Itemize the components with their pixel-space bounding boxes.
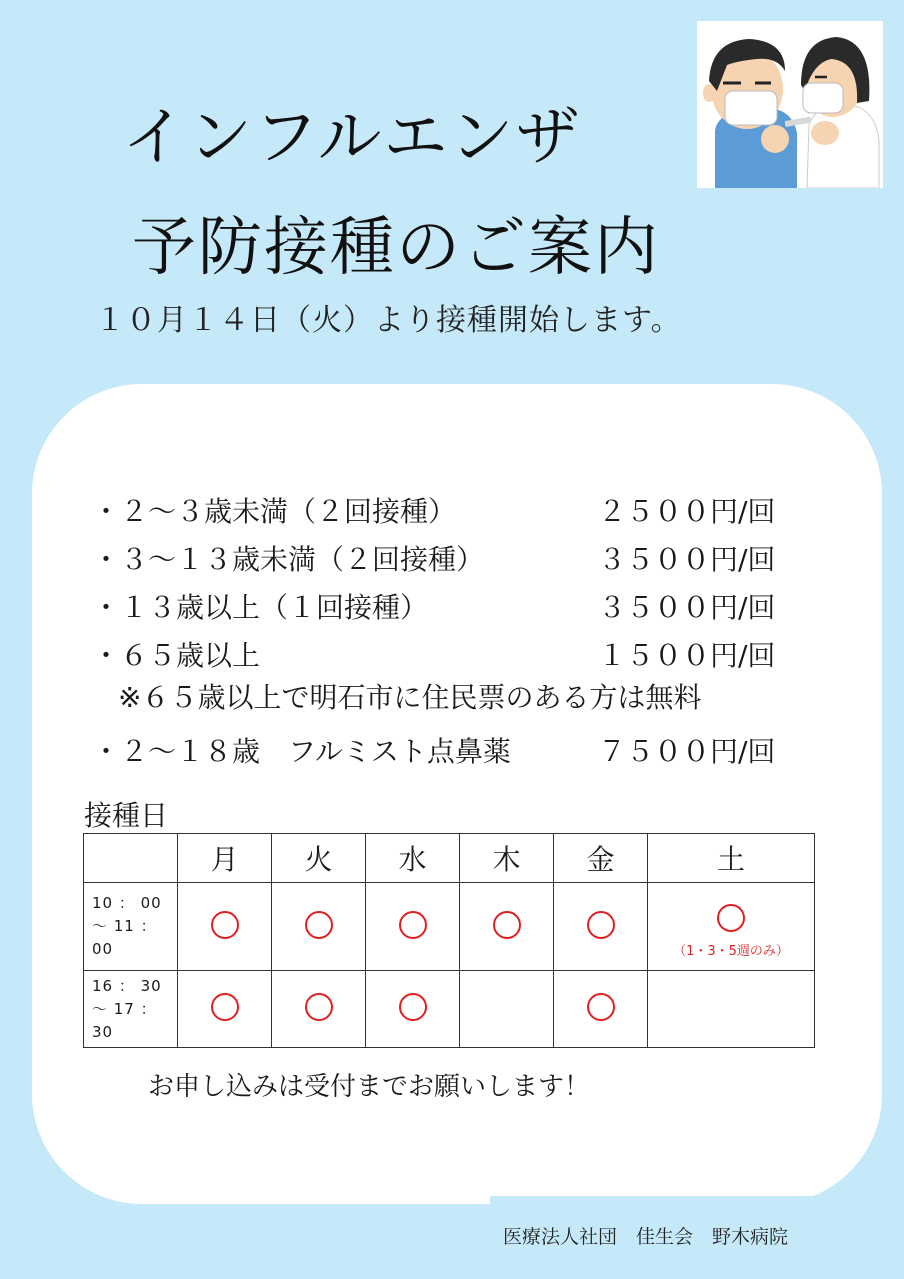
slot-cell bbox=[648, 971, 815, 1048]
slot-cell bbox=[460, 883, 554, 971]
price-value: １５００円/回 bbox=[598, 639, 776, 672]
slot-cell bbox=[272, 971, 366, 1048]
slot-cell bbox=[648, 883, 815, 971]
price-label: ・６５歳以上 bbox=[92, 639, 261, 672]
day-header: 土 bbox=[648, 834, 815, 883]
available-mark-icon bbox=[211, 993, 239, 1021]
schedule-table bbox=[83, 833, 815, 1048]
price-label: ・２～３歳未満（２回接種） bbox=[92, 495, 457, 528]
slot-cell bbox=[366, 971, 460, 1048]
available-mark-icon bbox=[587, 993, 615, 1021]
available-mark-icon bbox=[587, 911, 615, 939]
slot-cell bbox=[554, 883, 648, 971]
time-slot: 16 ： 30 ～ 17 ： 30 bbox=[84, 971, 178, 1048]
slot-cell bbox=[178, 971, 272, 1048]
slot-cell bbox=[366, 883, 460, 971]
apply-instruction: お申し込みは受付までお願いします！ bbox=[148, 1072, 591, 1102]
available-mark-icon bbox=[493, 911, 521, 939]
day-header: 月 bbox=[178, 834, 272, 883]
available-mark-icon bbox=[717, 904, 745, 932]
table-corner-cell bbox=[84, 834, 178, 883]
schedule-heading: 接種日 bbox=[84, 799, 169, 832]
flumist-label: ・２～１８歳 フルミスト点鼻薬 bbox=[92, 735, 511, 768]
available-mark-icon bbox=[211, 911, 239, 939]
price-value: ３５００円/回 bbox=[598, 591, 776, 624]
available-mark-icon bbox=[305, 993, 333, 1021]
slot-cell bbox=[178, 883, 272, 971]
saturday-note: （1・3・5週のみ） bbox=[673, 944, 789, 959]
price-value: ２５００円/回 bbox=[598, 495, 776, 528]
price-label: ・３～１３歳未満（２回接種） bbox=[92, 543, 485, 576]
flumist-price: ７５００円/回 bbox=[598, 735, 776, 768]
slot-cell bbox=[272, 883, 366, 971]
slot-cell bbox=[460, 971, 554, 1048]
table-row bbox=[84, 883, 815, 971]
day-header: 金 bbox=[554, 834, 648, 883]
table-row bbox=[84, 971, 815, 1048]
price-value: ３５００円/回 bbox=[598, 543, 776, 576]
hospital-name: 医療法人社団 佳生会 野木病院 bbox=[503, 1226, 789, 1248]
day-header: 木 bbox=[460, 834, 554, 883]
available-mark-icon bbox=[399, 993, 427, 1021]
title-line-1: インフルエンザ bbox=[122, 101, 582, 175]
title-line-2: 予防接種のご案内 bbox=[132, 211, 660, 285]
free-note: ※６５歳以上で明石市に住民票のある方は無料 bbox=[118, 681, 702, 714]
day-header: 火 bbox=[272, 834, 366, 883]
day-header: 水 bbox=[366, 834, 460, 883]
available-mark-icon bbox=[305, 911, 333, 939]
slot-cell bbox=[554, 971, 648, 1048]
start-date-subtitle: １０月１４日（火）より接種開始します。 bbox=[95, 303, 682, 338]
vaccination-illustration-icon bbox=[697, 21, 883, 188]
price-label: ・１３歳以上（１回接種） bbox=[92, 591, 429, 624]
time-slot: 10 ： 00 ～ 11 ： 00 bbox=[84, 883, 178, 971]
available-mark-icon bbox=[399, 911, 427, 939]
